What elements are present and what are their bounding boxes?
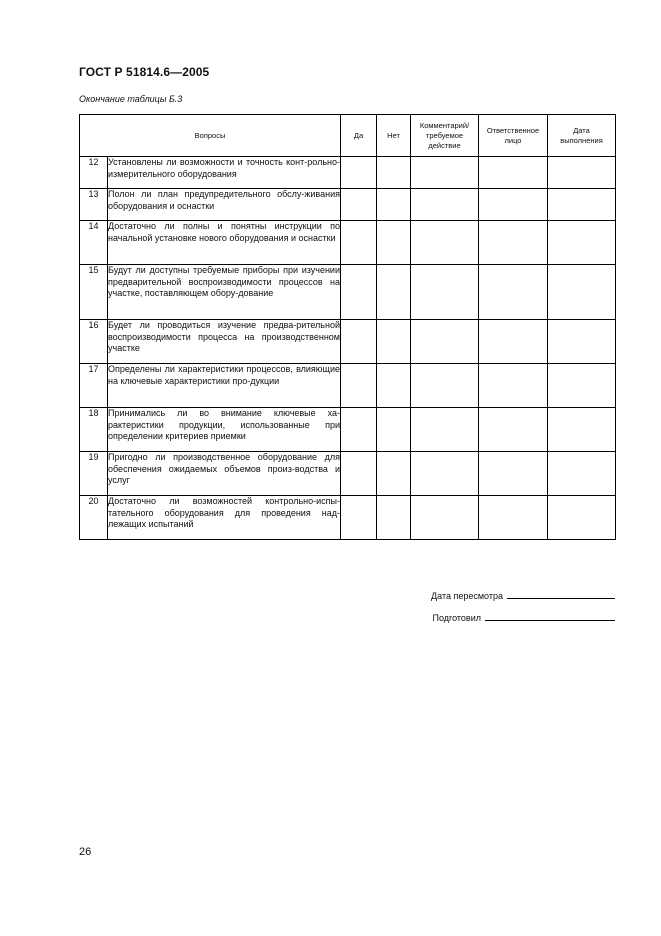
table-caption: Окончание таблицы Б.3 bbox=[79, 94, 183, 104]
prepared-by-label: Подготовил bbox=[432, 613, 481, 623]
question-text: Будет ли проводиться изучение предва-рительной воспроизводимости процесса на производственном участке bbox=[108, 320, 341, 364]
table-row bbox=[80, 408, 616, 452]
question-text: Установлены ли возможности и точность конт-рольно-измерительного оборудования bbox=[108, 157, 341, 189]
responsible-cell[interactable] bbox=[479, 496, 548, 540]
question-text: Полон ли план предупредительного обслу-живания оборудования и оснастки bbox=[108, 189, 341, 221]
question-text: Пригодно ли производственное оборудование для обеспечения ожидаемых объемов произ-водства и услуг bbox=[108, 452, 341, 496]
row-number: 12 bbox=[80, 157, 108, 189]
yes-cell[interactable] bbox=[341, 265, 377, 320]
question-text: Будут ли доступны требуемые приборы при изучении предварительной воспроизводимости процессов на участке, поставляющем обору-дование bbox=[108, 265, 341, 320]
comment-cell[interactable] bbox=[411, 265, 479, 320]
responsible-cell[interactable] bbox=[479, 189, 548, 221]
row-number: 20 bbox=[80, 496, 108, 540]
column-header-date: Дата выполнения bbox=[548, 115, 616, 157]
comment-cell[interactable] bbox=[411, 496, 479, 540]
table-row bbox=[80, 364, 616, 408]
date-cell[interactable] bbox=[548, 320, 616, 364]
yes-cell[interactable] bbox=[341, 364, 377, 408]
comment-cell[interactable] bbox=[411, 221, 479, 265]
comment-cell[interactable] bbox=[411, 320, 479, 364]
checklist-table bbox=[79, 114, 616, 540]
question-text: Принимались ли во внимание ключевые ха-рактеристики продукции, использованные при определении критериев приемки bbox=[108, 408, 341, 452]
yes-cell[interactable] bbox=[341, 221, 377, 265]
no-cell[interactable] bbox=[377, 496, 411, 540]
review-date-blank bbox=[507, 589, 615, 599]
date-cell[interactable] bbox=[548, 408, 616, 452]
responsible-cell[interactable] bbox=[479, 364, 548, 408]
comment-cell[interactable] bbox=[411, 408, 479, 452]
column-header-yes: Да bbox=[341, 115, 377, 157]
row-number: 13 bbox=[80, 189, 108, 221]
page-number: 26 bbox=[79, 846, 92, 858]
row-number: 14 bbox=[80, 221, 108, 265]
responsible-cell[interactable] bbox=[479, 157, 548, 189]
comment-cell[interactable] bbox=[411, 189, 479, 221]
yes-cell[interactable] bbox=[341, 408, 377, 452]
column-header-comment: Комментарий/ требуемое действие bbox=[411, 115, 479, 157]
responsible-cell[interactable] bbox=[479, 452, 548, 496]
no-cell[interactable] bbox=[377, 189, 411, 221]
date-cell[interactable] bbox=[548, 452, 616, 496]
row-number: 16 bbox=[80, 320, 108, 364]
yes-cell[interactable] bbox=[341, 452, 377, 496]
question-text: Достаточно ли возможностей контрольно-испы-тательного оборудования для проведения над-лежащих испытаний bbox=[108, 496, 341, 540]
table-row bbox=[80, 452, 616, 496]
comment-cell[interactable] bbox=[411, 364, 479, 408]
row-number: 18 bbox=[80, 408, 108, 452]
column-header-no: Нет bbox=[377, 115, 411, 157]
table-row bbox=[80, 265, 616, 320]
table-header-row bbox=[80, 115, 616, 157]
no-cell[interactable] bbox=[377, 320, 411, 364]
no-cell[interactable] bbox=[377, 157, 411, 189]
review-date-line bbox=[431, 589, 615, 601]
responsible-cell[interactable] bbox=[479, 408, 548, 452]
no-cell[interactable] bbox=[377, 452, 411, 496]
comment-cell[interactable] bbox=[411, 452, 479, 496]
date-cell[interactable] bbox=[548, 496, 616, 540]
row-number: 17 bbox=[80, 364, 108, 408]
row-number: 15 bbox=[80, 265, 108, 320]
table-row bbox=[80, 320, 616, 364]
date-cell[interactable] bbox=[548, 265, 616, 320]
yes-cell[interactable] bbox=[341, 157, 377, 189]
row-number: 19 bbox=[80, 452, 108, 496]
question-text: Достаточно ли полны и понятны инструкции по начальной установке нового оборудования и оснастки bbox=[108, 221, 341, 265]
date-cell[interactable] bbox=[548, 221, 616, 265]
date-cell[interactable] bbox=[548, 157, 616, 189]
responsible-cell[interactable] bbox=[479, 221, 548, 265]
review-date-label: Дата пересмотра bbox=[431, 591, 503, 601]
table-row bbox=[80, 221, 616, 265]
document-title: ГОСТ Р 51814.6—2005 bbox=[79, 65, 210, 79]
table-row bbox=[80, 157, 616, 189]
no-cell[interactable] bbox=[377, 221, 411, 265]
responsible-cell[interactable] bbox=[479, 265, 548, 320]
yes-cell[interactable] bbox=[341, 189, 377, 221]
column-header-responsible: Ответственное лицо bbox=[479, 115, 548, 157]
no-cell[interactable] bbox=[377, 364, 411, 408]
column-header-questions: Вопросы bbox=[80, 115, 341, 157]
table-row bbox=[80, 496, 616, 540]
prepared-by-line bbox=[432, 611, 615, 623]
yes-cell[interactable] bbox=[341, 320, 377, 364]
question-text: Определены ли характеристики процессов, влияющие на ключевые характеристики про-дукции bbox=[108, 364, 341, 408]
responsible-cell[interactable] bbox=[479, 320, 548, 364]
no-cell[interactable] bbox=[377, 408, 411, 452]
comment-cell[interactable] bbox=[411, 157, 479, 189]
no-cell[interactable] bbox=[377, 265, 411, 320]
date-cell[interactable] bbox=[548, 364, 616, 408]
date-cell[interactable] bbox=[548, 189, 616, 221]
yes-cell[interactable] bbox=[341, 496, 377, 540]
table-row bbox=[80, 189, 616, 221]
prepared-by-blank bbox=[485, 611, 615, 621]
